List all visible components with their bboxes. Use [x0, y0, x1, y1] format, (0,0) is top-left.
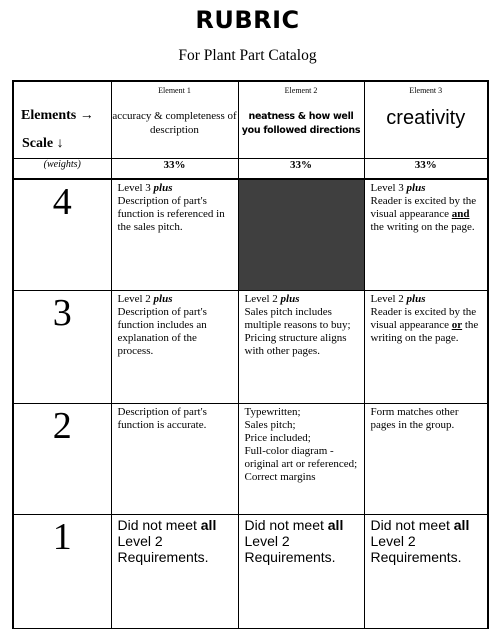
level-row-2	[13, 404, 488, 515]
level-4-element-1	[111, 179, 238, 291]
criterion-text: Description of part's function includes an explanation of the process.	[117, 306, 207, 357]
weight-element-1: 33%	[111, 159, 238, 180]
level-1-element-1	[111, 515, 238, 629]
level-4-element-2-shaded	[238, 179, 364, 291]
criterion-line: Sales pitch;	[244, 419, 296, 431]
criterion-emphasis: all	[200, 517, 217, 533]
level-prefix-emphasis: plus	[153, 293, 173, 305]
level-score: 2	[13, 404, 111, 515]
criterion-emphasis: and	[451, 208, 470, 220]
level-prefix: Level 2	[117, 293, 154, 305]
header-element-3	[364, 81, 488, 159]
criterion-text: Level 2 Requirements.	[244, 533, 336, 565]
level-prefix: Level 3	[370, 182, 407, 194]
criterion-text: Level 2 Requirements.	[370, 533, 462, 565]
criterion-text: Description of part's function is referenced in the sales pitch.	[117, 195, 225, 233]
criterion-text: Form matches other pages in the group.	[370, 406, 459, 431]
level-3-element-1	[111, 291, 238, 404]
criterion-text: Did not meet	[370, 517, 454, 533]
level-3-element-2	[238, 291, 364, 404]
element-3-name: Element 3	[409, 86, 443, 95]
header-row	[13, 81, 488, 159]
element-1-description: accuracy & completeness of description	[112, 110, 237, 136]
weights-label: (weights)	[13, 159, 111, 180]
level-1-element-2	[238, 515, 364, 629]
weight-element-2: 33%	[238, 159, 364, 180]
level-3-element-3	[364, 291, 488, 404]
element-2-description: neatness & how well you followed directions	[241, 111, 361, 136]
element-3-description: creativity	[386, 107, 466, 129]
criterion-text: Did not meet	[117, 517, 201, 533]
rubric-table	[12, 80, 489, 629]
level-4-element-3	[364, 179, 488, 291]
criterion-text: Did not meet	[244, 517, 328, 533]
level-prefix-emphasis: plus	[153, 182, 173, 194]
level-2-element-3	[364, 404, 488, 515]
weights-row	[13, 159, 488, 180]
level-prefix-emphasis: plus	[280, 293, 300, 305]
level-score: 4	[13, 179, 111, 291]
criterion-text: Reader is excited by the visual appearance	[370, 195, 477, 220]
criterion-text: Sales pitch includes multiple reasons to buy; Pricing structure aligns with other pages.	[244, 306, 351, 357]
corner-cell	[13, 81, 111, 159]
level-score: 3	[13, 291, 111, 404]
level-score: 1	[13, 515, 111, 629]
criterion-text: Reader is excited by the visual appearance	[370, 306, 477, 331]
element-2-name: Element 2	[284, 86, 318, 95]
criterion-line: Correct margins	[244, 471, 316, 483]
criterion-emphasis: all	[327, 517, 344, 533]
criterion-text: Description of part's function is accurate.	[117, 406, 207, 431]
elements-label: Elements →	[21, 108, 94, 123]
criterion-line: Typewritten;	[244, 406, 301, 418]
level-prefix: Level 2	[244, 293, 281, 305]
criterion-emphasis: or	[451, 319, 463, 331]
criterion-emphasis: all	[453, 517, 470, 533]
level-prefix-emphasis: plus	[406, 293, 426, 305]
scale-label: Scale ↓	[22, 136, 64, 151]
level-row-3	[13, 291, 488, 404]
level-1-element-3	[364, 515, 488, 629]
element-1-name: Element 1	[158, 86, 191, 95]
level-2-element-2	[238, 404, 364, 515]
criterion-text: Level 2 Requirements.	[117, 533, 209, 565]
level-prefix: Level 3	[117, 182, 154, 194]
level-prefix: Level 2	[370, 293, 407, 305]
page-subtitle: For Plant Part Catalog	[178, 47, 317, 64]
criterion-line: Price included;	[244, 432, 311, 444]
criterion-text: the writing on the page.	[370, 319, 479, 344]
level-row-4	[13, 179, 488, 291]
header-element-2	[238, 81, 364, 159]
criterion-line: Full-color diagram - original art or referenced;	[244, 445, 358, 470]
weight-element-3: 33%	[364, 159, 488, 180]
level-prefix-emphasis: plus	[406, 182, 426, 194]
page-title: RUBRIC	[195, 6, 300, 34]
criterion-text: the writing on the page.	[370, 221, 475, 233]
level-row-1	[13, 515, 488, 629]
header-element-1	[111, 81, 238, 159]
level-2-element-1	[111, 404, 238, 515]
